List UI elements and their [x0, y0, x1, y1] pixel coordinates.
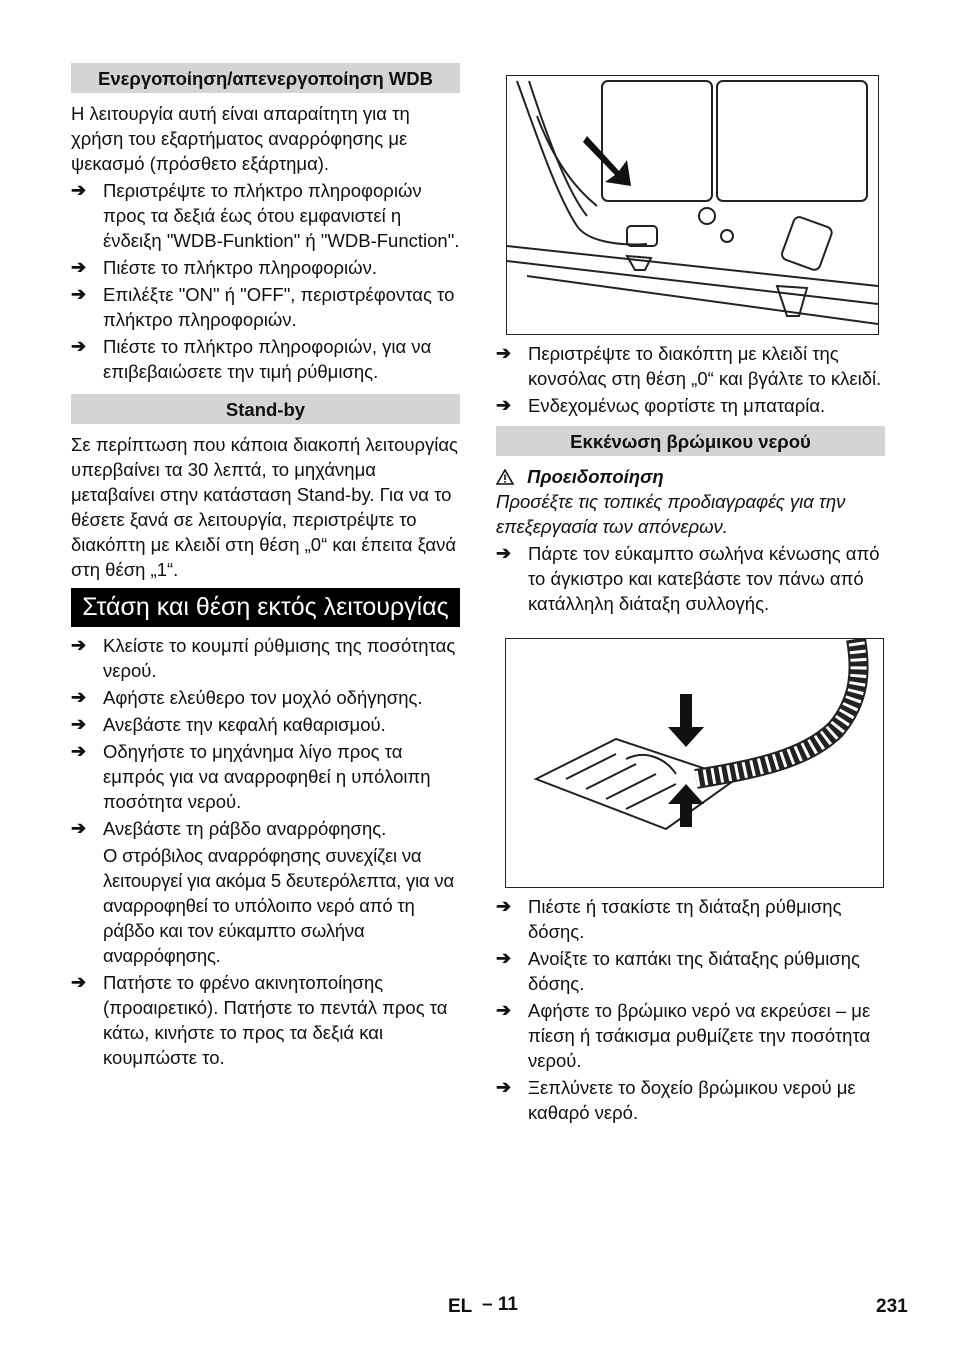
step-text: Ανοίξτε το καπάκι της διάταξης ρύθμισης δόσης. [528, 948, 860, 994]
step-item [71, 970, 460, 1070]
step-text: Ενδεχομένως φορτίστε τη μπαταρία. [528, 395, 826, 416]
step-text: Πιέστε ή τσακίστε τη διάταξη ρύθμισης δόσης. [528, 896, 842, 942]
footer-page-number: 231 [876, 1296, 908, 1317]
step-item [71, 712, 460, 737]
step-item [71, 685, 460, 710]
step-text: Περιστρέψτε το πλήκτρο πληροφοριών προς τα δεξιά έως ότου εμφανιστεί η ένδειξη "WDB-Funktion" ή "WDB-Function". [103, 180, 460, 251]
step-text: Πιέστε το πλήκτρο πληροφοριών, για να επιβεβαιώσετε την τιμή ρύθμισης. [103, 336, 432, 382]
arrow-right-icon: ➔ [496, 896, 512, 916]
warning-text: Προσέξτε τις τοπικές προδιαγραφές για την επεξεργασία των απόνερων. [496, 491, 846, 537]
section-heading-drain: Εκκένωση βρώμικου νερού [496, 426, 885, 456]
step-text: Πατήστε το φρένο ακινητοποίησης (προαιρετικό). Πατήστε το πεντάλ προς τα κάτω, κινήστε το προς τα δεξιά και κουμπώστε το. [103, 972, 448, 1068]
right-top-steps [496, 341, 885, 418]
arrow-right-icon: ➔ [496, 543, 512, 563]
warning-triangle-icon [496, 466, 519, 487]
arrow-right-icon: ➔ [71, 180, 87, 200]
step-item [496, 894, 885, 944]
arrow-right-icon: ➔ [71, 714, 87, 734]
step-item [496, 946, 885, 996]
arrow-right-icon: ➔ [71, 687, 87, 707]
step-text: Ανεβάστε τη ράβδο αναρρόφησης. [103, 818, 387, 839]
step-text: Αφήστε το βρώμικο νερό να εκρεύσει – με πίεση ή τσάκισμα ρυθμίζετε την ποσότητα νερού. [528, 1000, 871, 1071]
step-item [71, 633, 460, 683]
warning-block [496, 464, 885, 539]
arrow-right-icon: ➔ [496, 1000, 512, 1020]
arrow-right-icon: ➔ [71, 336, 87, 356]
step-text: Ανεβάστε την κεφαλή καθαρισμού. [103, 714, 386, 735]
stop-note: Ο στρόβιλος αναρρόφησης συνεχίζει να λειτουργεί για ακόμα 5 δευτερόλεπτα, για να αναρροφηθεί το υπόλοιπο νερό από τη ράβδο και τον εύκαμπτο σωλήνα αναρρόφησης. [103, 845, 454, 966]
step-text: Περιστρέψτε το διακόπτη με κλειδί της κονσόλας στη θέση „0“ και βγάλτε το κλειδί. [528, 343, 882, 389]
arrow-right-icon: ➔ [71, 284, 87, 304]
step-text: Οδηγήστε το μηχάνημα λίγο προς τα εμπρός για να αναρροφηθεί η υπόλοιπη ποσότητα νερού. [103, 741, 431, 812]
arrow-right-icon: ➔ [496, 343, 512, 363]
step-item [71, 334, 460, 384]
left-column [71, 63, 460, 1070]
drain-steps-b [496, 894, 885, 1125]
step-item [496, 1075, 885, 1125]
stop-steps-b [71, 970, 460, 1070]
step-item [71, 816, 460, 841]
step-item [496, 341, 885, 391]
step-text: Κλείστε το κουμπί ρύθμισης της ποσότητας νερού. [103, 635, 456, 681]
step-item [496, 393, 885, 418]
step-item [71, 255, 460, 280]
step-item [71, 282, 460, 332]
wdb-intro: Η λειτουργία αυτή είναι απαραίτητη για τη χρήση του εξαρτήματος αναρρόφησης με ψεκασμό (πρόσθετο εξάρτημα). [71, 103, 410, 174]
arrow-right-icon: ➔ [71, 635, 87, 655]
step-item [496, 541, 885, 616]
step-text: Αφήστε ελεύθερο τον μοχλό οδήγησης. [103, 687, 423, 708]
arrow-right-icon: ➔ [71, 972, 87, 992]
arrow-right-icon: ➔ [496, 395, 512, 415]
figure-drain-hose [505, 638, 884, 888]
drain-hose-illustration [506, 639, 883, 887]
stop-steps-a [71, 633, 460, 841]
warning-title: Προειδοποίηση [527, 466, 664, 487]
arrow-right-icon: ➔ [496, 1077, 512, 1097]
section-heading-standby: Stand-by [71, 394, 460, 424]
footer-section-page: – 11 [482, 1294, 518, 1315]
step-text: Πιέστε το πλήκτρο πληροφοριών. [103, 257, 377, 278]
footer-lang: EL [448, 1296, 473, 1317]
right-column [496, 75, 885, 1125]
section-heading-wdb: Ενεργοποίηση/απενεργοποίηση WDB [71, 63, 460, 93]
wdb-steps [71, 178, 460, 384]
step-text: Επιλέξτε "ON" ή "OFF", περιστρέφοντας το πλήκτρο πληροφοριών. [103, 284, 455, 330]
step-text: Ξεπλύνετε το δοχείο βρώμικου νερού με καθαρό νερό. [528, 1077, 856, 1123]
arrow-right-icon: ➔ [71, 257, 87, 277]
arrow-right-icon: ➔ [71, 741, 87, 761]
step-text: Πάρτε τον εύκαμπτο σωλήνα κένωσης από το άγκιστρο και κατεβάστε τον πάνω από κατάλληλη διάταξη συλλογής. [528, 543, 880, 614]
standby-text: Σε περίπτωση που κάποια διακοπή λειτουργίας υπερβαίνει τα 30 λεπτά, το μηχάνημα μεταβαίνει στην κατάσταση Stand-by. Για να το θέσετε ξανά σε λειτουργία, περιστρέψτε το διακόπτη με κλειδί στη θέση „0“ και έπειτα ξανά στη θέση „1“. [71, 434, 458, 580]
machine-underside-illustration [507, 76, 878, 334]
arrow-right-icon: ➔ [496, 948, 512, 968]
arrow-right-icon: ➔ [71, 818, 87, 838]
step-item [71, 739, 460, 814]
figure-machine-key [506, 75, 879, 335]
drain-steps-a [496, 541, 885, 616]
step-item [496, 998, 885, 1073]
step-item [71, 178, 460, 253]
chapter-heading-stop: Στάση και θέση εκτός λειτουργίας [71, 588, 460, 627]
